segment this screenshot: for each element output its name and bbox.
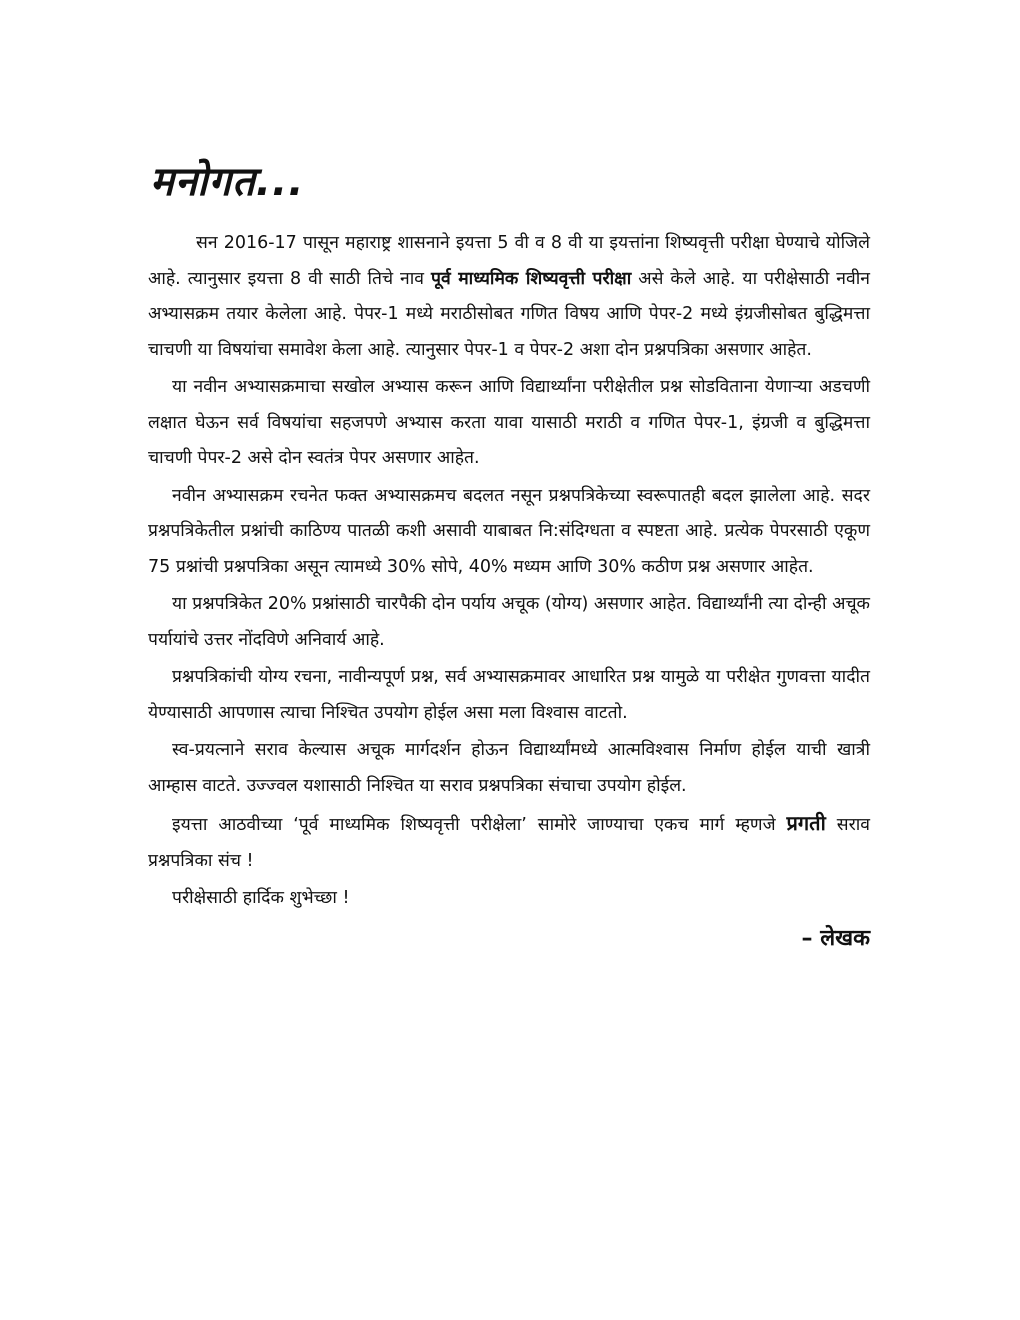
page-title: मनोगत... <box>150 159 305 205</box>
paragraph: इयत्ता आठवीच्या ‘पूर्व माध्यमिक शिष्यवृत्ती परीक्षेला’ सामोरे जाण्याचा एकच मार्ग म्हणजे प्रगती सराव प्रश्नपत्रिका संच ! <box>148 811 870 871</box>
brand-name-bold: प्रगती <box>786 811 826 835</box>
paragraph: परीक्षेसाठी हार्दिक शुभेच्छा ! <box>172 888 350 908</box>
paragraph: सन 2016-17 पासून महाराष्ट्र शासनाने इयत्ता 5 वी व 8 वी या इयत्तांना शिष्यवृत्ती परीक्षा घेण्याचे योजिले आहे. त्यानुसार इयत्ता 8 वी साठी तिचे नाव पूर्व माध्यमिक शिष्यवृत्ती परीक्षा असे केले आहे. या परीक्षेसाठी नवीन अभ्यासक्रम तयार केलेला आहे. पेपर-1 मध्ये मराठीसोबत गणित विषय आणि पेपर-2 मध्ये इंग्रजीसोबत बुद्धिमत्ता चाचणी या विषयांचा समावेश केला आहे. त्यानुसार पेपर-1 व पेपर-2 अशा दोन प्रश्नपत्रिका असणार आहेत. <box>148 233 870 360</box>
paragraph: नवीन अभ्यासक्रम रचनेत फक्त अभ्यासक्रमच बदलत नसून प्रश्नपत्रिकेच्या स्वरूपातही बदल झालेला आहे. सदर प्रश्नपत्रिकेतील प्रश्नांची काठिण्य पातळी कशी असावी याबाबत नि:संदिग्धता व स्पष्टता आहे. प्रत्येक पेपरसाठी एकूण 75 प्रश्नांची प्रश्नपत्रिका असून त्यामध्ये 30% सोपे, 40% मध्यम आणि 30% कठीण प्रश्न असणार आहेत. <box>148 485 870 577</box>
paragraph: या नवीन अभ्यासक्रमाचा सखोल अभ्यास करून आणि विद्यार्थ्यांना परीक्षेतील प्रश्न सोडविताना येणाऱ्या अडचणी लक्षात घेऊन सर्व विषयांचा सहजपणे अभ्यास करता यावा यासाठी मराठी व गणित पेपर-1, इंग्रजी व बुद्धिमत्ता चाचणी पेपर-2 असे दोन स्वतंत्र पेपर असणार आहेत. <box>148 377 870 468</box>
paragraph: स्व-प्रयत्नाने सराव केल्यास अचूक मार्गदर्शन होऊन विद्यार्थ्यांमध्ये आत्मविश्वास निर्माण होईल याची खात्री आम्हास वाटते. उज्ज्वल यशासाठी निश्चित या सराव प्रश्नपत्रिका संचाचा उपयोग होईल. <box>148 740 870 796</box>
document-body <box>148 226 870 956</box>
paragraph: या प्रश्नपत्रिकेत 20% प्रश्नांसाठी चारपैकी दोन पर्याय अचूक (योग्य) असणार आहेत. विद्यार्थ्यांनी त्या दोन्ही अचूक पर्यायांचे उत्तर नोंदविणे अनिवार्य आहे. <box>148 594 870 650</box>
paragraph: प्रश्नपत्रिकांची योग्य रचना, नावीन्यपूर्ण प्रश्न, सर्व अभ्यासक्रमावर आधारित प्रश्न यामुळे या परीक्षेत गुणवत्ता यादीत येण्यासाठी आपणास त्याचा निश्चित उपयोग होईल असा मला विश्वास वाटतो. <box>148 667 870 723</box>
exam-name-bold: पूर्व माध्यमिक शिष्यवृत्ती परीक्षा <box>431 268 632 289</box>
signature: – लेखक <box>801 925 870 951</box>
